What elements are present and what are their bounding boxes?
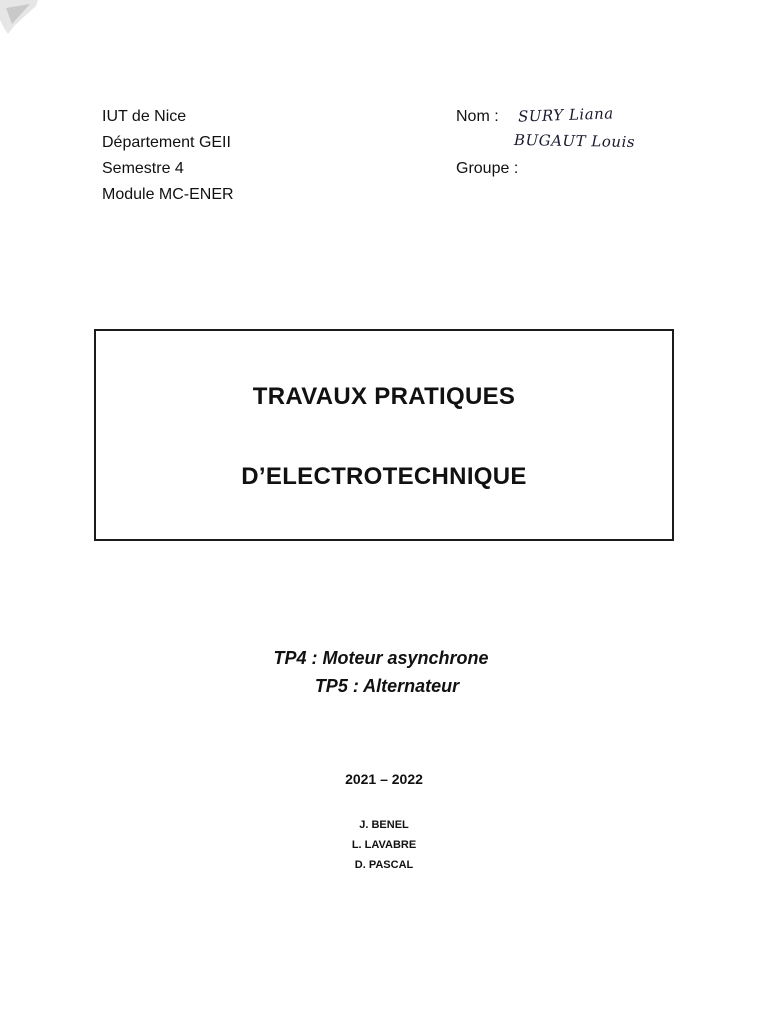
author-1: J. BENEL	[359, 819, 409, 831]
tp4-title: TP4 : Moteur asynchrone	[273, 648, 489, 668]
tp-list	[0, 644, 768, 700]
semester-label: Semestre 4	[102, 160, 184, 177]
institution-block	[102, 104, 234, 208]
nom-label: Nom :	[456, 108, 499, 125]
title-line-2: D’ELECTROTECHNIQUE	[241, 463, 527, 490]
authors-list	[0, 815, 768, 875]
groupe-label: Groupe :	[456, 160, 519, 177]
department-name: Département GEII	[102, 134, 231, 151]
title-line-1: TRAVAUX PRATIQUES	[252, 383, 516, 410]
author-3: D. PASCAL	[354, 859, 414, 871]
student-name-2: BUGAUT Louis	[513, 130, 636, 152]
student-name-1: SURY Liana	[517, 104, 615, 126]
academic-year: 2021 – 2022	[345, 771, 423, 787]
title-box	[94, 329, 674, 541]
student-block	[456, 104, 746, 184]
institution-name: IUT de Nice	[102, 108, 187, 125]
module-label: Module MC-ENER	[102, 186, 234, 203]
tp5-title: TP5 : Alternateur	[314, 676, 460, 696]
author-2: L. LAVABRE	[351, 839, 417, 851]
staple-mark	[0, 0, 40, 36]
